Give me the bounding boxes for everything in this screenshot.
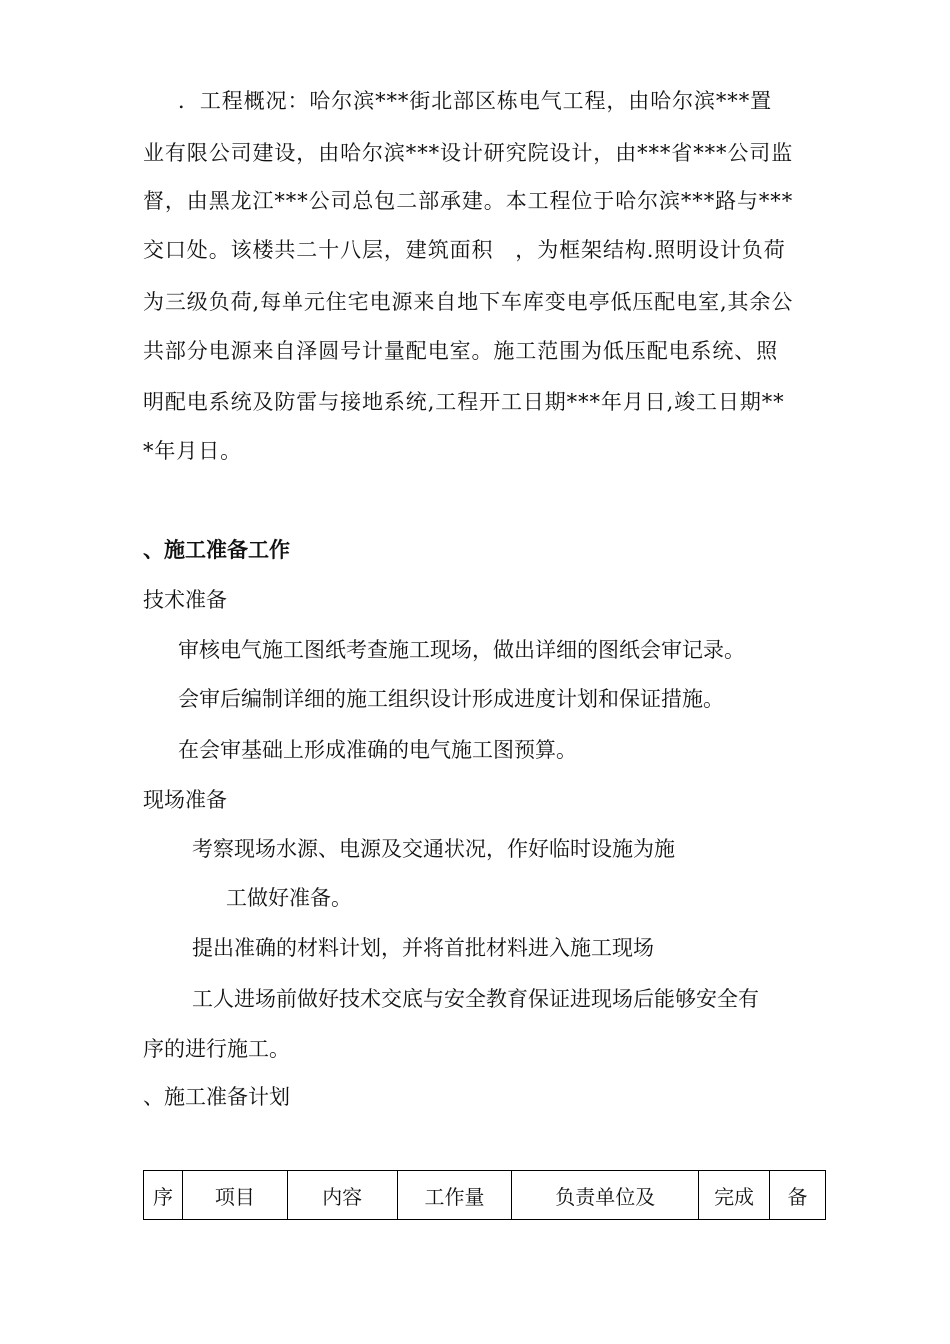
overview-line-7: 明配电系统及防雷与接地系统,工程开工日期***年月日,竣工日期** xyxy=(143,390,785,414)
overview-line-3: 督，由黑龙江***公司总包二部承建。本工程位于哈尔滨***路与*** xyxy=(143,189,794,213)
site-item-2: 提出准确的材料计划，并将首批材料进入施工现场 xyxy=(192,936,654,960)
subheading-tech: 技术准备 xyxy=(143,588,227,612)
col-header-remarks: 备 xyxy=(770,1171,826,1220)
col-header-completion: 完成 xyxy=(699,1171,770,1220)
col-header-content: 内容 xyxy=(287,1171,397,1220)
tech-item-1: 审核电气施工图纸考查施工现场，做出详细的图纸会审记录。 xyxy=(178,638,745,662)
tech-item-2: 会审后编制详细的施工组织设计形成进度计划和保证措施。 xyxy=(178,687,724,711)
subheading-site: 现场准备 xyxy=(143,788,227,812)
col-header-seq: 序 xyxy=(144,1171,183,1220)
overview-line-1: ．工程概况：哈尔滨***街北部区栋电气工程，由哈尔滨***置 xyxy=(178,89,772,113)
col-header-workload: 工作量 xyxy=(397,1171,512,1220)
overview-line-5: 为三级负荷,每单元住宅电源来自地下车库变电亭低压配电室,其余公 xyxy=(143,290,794,314)
site-item-1-cont: 工做好准备。 xyxy=(226,886,352,910)
section-heading-prep: 、施工准备工作 xyxy=(143,537,290,562)
overview-line-4: 交口处。该楼共二十八层，建筑面积 ，为框架结构.照明设计负荷 xyxy=(143,238,786,262)
overview-line-2: 业有限公司建设，由哈尔滨***设计研究院设计，由***省***公司监 xyxy=(143,141,794,165)
site-item-1: 考察现场水源、电源及交通状况，作好临时设施为施 xyxy=(192,837,675,861)
section-heading-plan: 、施工准备计划 xyxy=(143,1085,290,1109)
col-header-item: 项目 xyxy=(182,1171,287,1220)
overview-line-8: *年月日。 xyxy=(143,439,242,463)
plan-table xyxy=(143,1170,826,1220)
site-item-3-cont: 序的进行施工。 xyxy=(143,1037,290,1061)
site-item-3: 工人进场前做好技术交底与安全教育保证进现场后能够安全有 xyxy=(192,987,759,1011)
col-header-responsible: 负责单位及 xyxy=(512,1171,699,1220)
overview-line-6: 共部分电源来自泽圆号计量配电室。施工范围为低压配电系统、照 xyxy=(143,339,779,363)
tech-item-3: 在会审基础上形成准确的电气施工图预算。 xyxy=(178,738,577,762)
plan-table-header-row xyxy=(144,1171,826,1220)
